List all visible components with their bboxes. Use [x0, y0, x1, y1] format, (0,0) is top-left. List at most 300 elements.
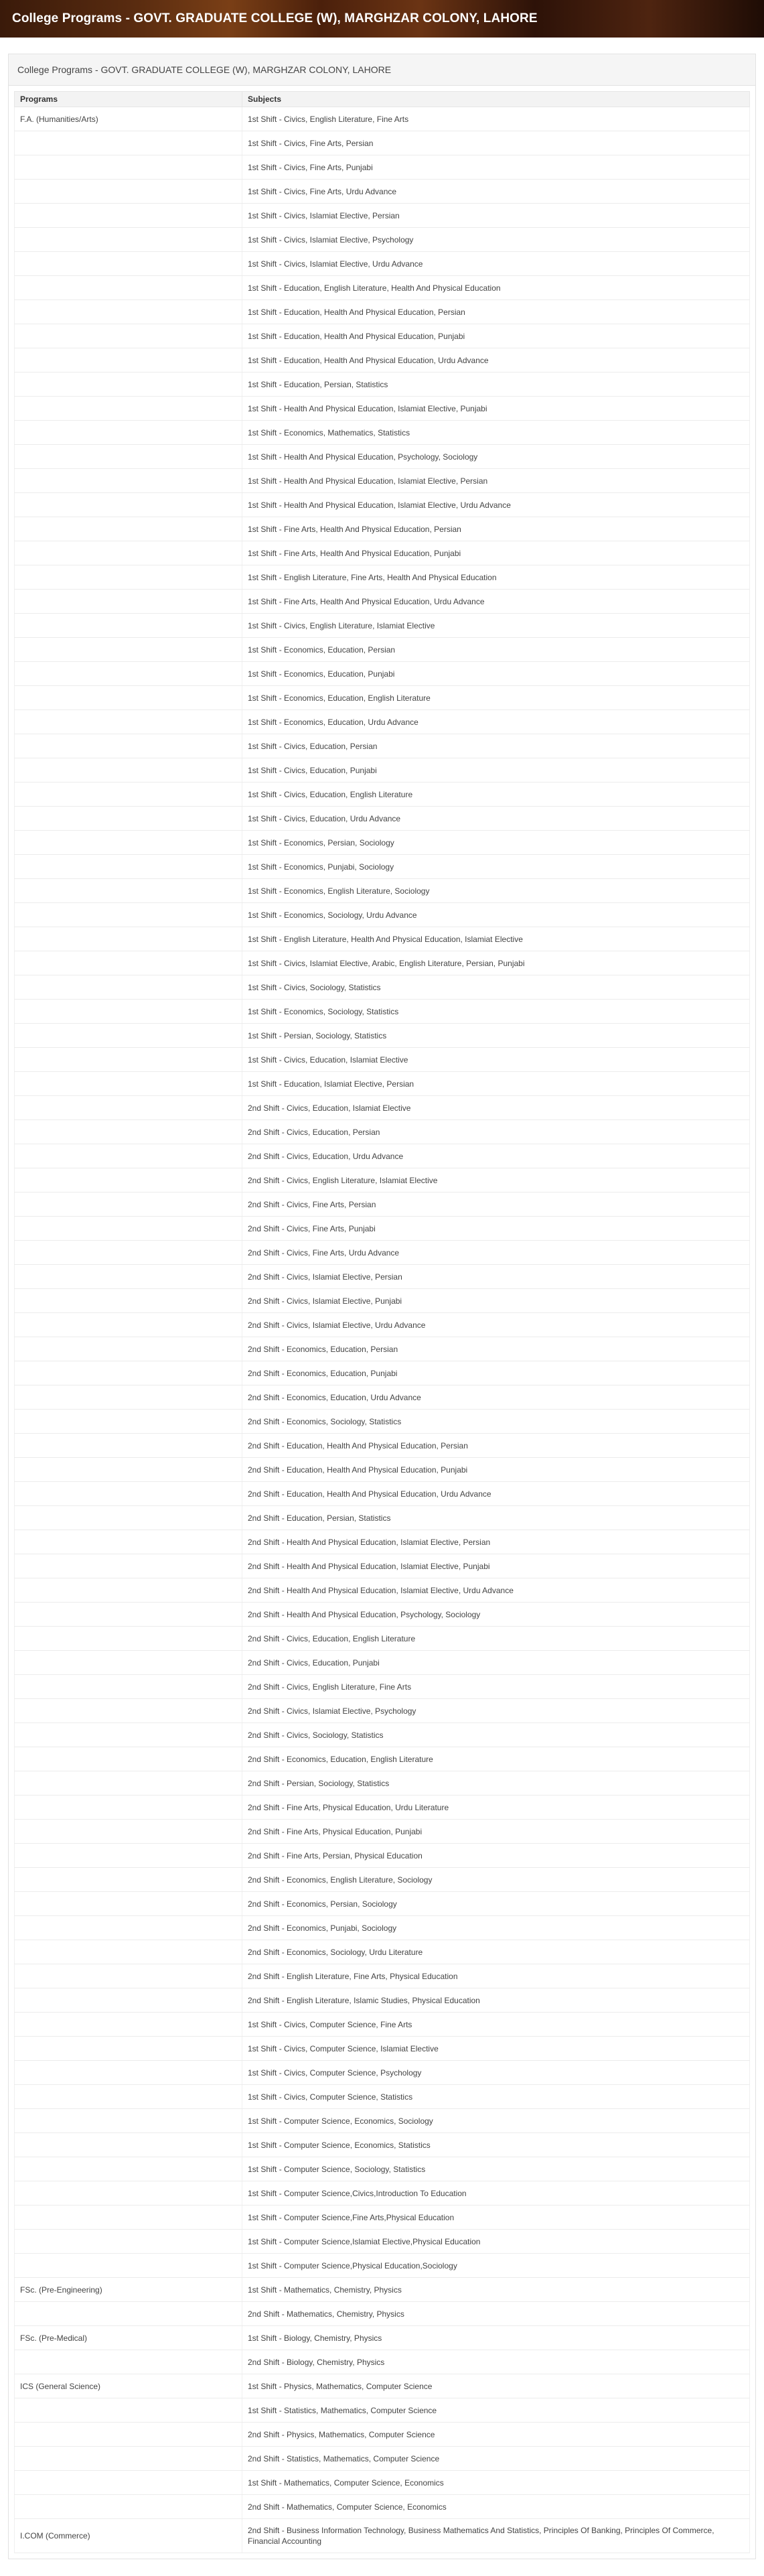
- program-cell: [15, 638, 242, 662]
- subjects-cell: 1st Shift - Computer Science, Economics, Statistics: [242, 2133, 750, 2157]
- table-row: [15, 1820, 750, 1844]
- table-row: [15, 1940, 750, 1964]
- program-cell: [15, 1482, 242, 1506]
- subjects-cell: 2nd Shift - Economics, Persian, Sociology: [242, 1892, 750, 1916]
- subjects-cell: 1st Shift - Health And Physical Education, Islamiat Elective, Punjabi: [242, 397, 750, 421]
- subjects-cell: 1st Shift - Health And Physical Education, Psychology, Sociology: [242, 445, 750, 469]
- table-row: [15, 324, 750, 348]
- subjects-cell: 2nd Shift - Civics, Fine Arts, Persian: [242, 1193, 750, 1217]
- table-row: [15, 2398, 750, 2423]
- program-cell: [15, 2181, 242, 2206]
- table-row: [15, 180, 750, 204]
- subjects-cell: 2nd Shift - Fine Arts, Physical Education, Urdu Literature: [242, 1795, 750, 1820]
- table-row: [15, 783, 750, 807]
- table-row: [15, 1651, 750, 1675]
- header-title: College Programs - GOVT. GRADUATE COLLEGE (W), MARGHZAR COLONY, LAHORE: [12, 11, 538, 25]
- subjects-cell: 2nd Shift - Education, Health And Physical Education, Persian: [242, 1434, 750, 1458]
- table-row: [15, 2302, 750, 2326]
- table-row: [15, 2374, 750, 2398]
- table-row: [15, 1385, 750, 1410]
- subjects-cell: 1st Shift - Computer Science, Economics, Sociology: [242, 2109, 750, 2133]
- program-cell: [15, 1892, 242, 1916]
- program-cell: [15, 1603, 242, 1627]
- table-row: [15, 638, 750, 662]
- program-cell: [15, 228, 242, 252]
- table-row: [15, 1916, 750, 1940]
- program-cell: [15, 1506, 242, 1530]
- table-row: [15, 2206, 750, 2230]
- table-row: [15, 2423, 750, 2447]
- subjects-cell: 1st Shift - Computer Science,Islamiat Elective,Physical Education: [242, 2230, 750, 2254]
- subjects-cell: 2nd Shift - Business Information Technology, Business Mathematics And Statistics, Principles Of Banking, Principles Of Commerce, Financial Accounting: [242, 2519, 750, 2553]
- table-row: [15, 1096, 750, 1120]
- program-cell: [15, 2471, 242, 2495]
- subjects-cell: 2nd Shift - Education, Persian, Statistics: [242, 1506, 750, 1530]
- program-cell: [15, 1410, 242, 1434]
- table-row: [15, 348, 750, 372]
- table-header: [15, 92, 750, 107]
- program-cell: [15, 590, 242, 614]
- subjects-cell: 1st Shift - Civics, Computer Science, Islamiat Elective: [242, 2037, 750, 2061]
- program-cell: [15, 1168, 242, 1193]
- table-row: [15, 1747, 750, 1771]
- program-cell: [15, 324, 242, 348]
- subjects-cell: 1st Shift - Education, Persian, Statistics: [242, 372, 750, 397]
- program-cell: ICS (General Science): [15, 2374, 242, 2398]
- subjects-cell: 2nd Shift - Economics, Punjabi, Sociology: [242, 1916, 750, 1940]
- program-cell: [15, 734, 242, 758]
- table-row: [15, 2471, 750, 2495]
- table-row: [15, 686, 750, 710]
- program-cell: [15, 2495, 242, 2519]
- table-row: [15, 2133, 750, 2157]
- program-cell: [15, 951, 242, 975]
- table-row: [15, 276, 750, 300]
- subjects-cell: 2nd Shift - Persian, Sociology, Statistics: [242, 1771, 750, 1795]
- program-cell: [15, 517, 242, 541]
- subjects-cell: 1st Shift - Civics, Fine Arts, Urdu Advance: [242, 180, 750, 204]
- subjects-cell: 1st Shift - Health And Physical Education, Islamiat Elective, Persian: [242, 469, 750, 493]
- table-row: [15, 1554, 750, 1578]
- program-cell: [15, 1241, 242, 1265]
- program-cell: [15, 1820, 242, 1844]
- subjects-cell: 1st Shift - Persian, Sociology, Statistics: [242, 1024, 750, 1048]
- table-row: [15, 155, 750, 180]
- table-row: [15, 614, 750, 638]
- subjects-cell: 2nd Shift - English Literature, Fine Arts, Physical Education: [242, 1964, 750, 1988]
- table-row: [15, 1193, 750, 1217]
- subjects-cell: 1st Shift - Civics, Education, Urdu Advance: [242, 807, 750, 831]
- program-cell: [15, 2013, 242, 2037]
- table-row: [15, 2013, 750, 2037]
- program-cell: [15, 927, 242, 951]
- table-row: [15, 2157, 750, 2181]
- table-row: [15, 951, 750, 975]
- subjects-cell: 2nd Shift - English Literature, Islamic Studies, Physical Education: [242, 1988, 750, 2013]
- program-cell: [15, 1723, 242, 1747]
- program-cell: F.A. (Humanities/Arts): [15, 107, 242, 131]
- table-row: [15, 252, 750, 276]
- table-row: [15, 421, 750, 445]
- program-cell: [15, 1578, 242, 1603]
- subjects-cell: 2nd Shift - Economics, Education, Urdu Advance: [242, 1385, 750, 1410]
- subjects-cell: 1st Shift - Fine Arts, Health And Physical Education, Persian: [242, 517, 750, 541]
- subjects-cell: 1st Shift - Education, Islamiat Elective, Persian: [242, 1072, 750, 1096]
- subjects-cell: 1st Shift - Education, English Literature, Health And Physical Education: [242, 276, 750, 300]
- subjects-cell: 1st Shift - Civics, Education, Persian: [242, 734, 750, 758]
- table-row: [15, 903, 750, 927]
- subjects-cell: 1st Shift - Computer Science,Physical Education,Sociology: [242, 2254, 750, 2278]
- table-row: [15, 831, 750, 855]
- table-row: [15, 2061, 750, 2085]
- program-cell: [15, 1627, 242, 1651]
- program-cell: [15, 421, 242, 445]
- subjects-cell: 1st Shift - Civics, Islamiat Elective, Persian: [242, 204, 750, 228]
- table-row: [15, 469, 750, 493]
- table-row: [15, 1410, 750, 1434]
- subjects-cell: 1st Shift - Statistics, Mathematics, Computer Science: [242, 2398, 750, 2423]
- table-row: [15, 1217, 750, 1241]
- program-cell: [15, 2206, 242, 2230]
- program-cell: [15, 1554, 242, 1578]
- table-row: [15, 397, 750, 421]
- program-cell: [15, 180, 242, 204]
- subjects-cell: 2nd Shift - Civics, Islamiat Elective, Persian: [242, 1265, 750, 1289]
- program-cell: [15, 2302, 242, 2326]
- program-cell: [15, 783, 242, 807]
- program-cell: [15, 131, 242, 155]
- subjects-cell: 2nd Shift - Health And Physical Education, Psychology, Sociology: [242, 1603, 750, 1627]
- subjects-cell: 2nd Shift - Civics, Education, Islamiat Elective: [242, 1096, 750, 1120]
- program-cell: [15, 662, 242, 686]
- program-cell: [15, 445, 242, 469]
- program-cell: [15, 614, 242, 638]
- subjects-cell: 2nd Shift - Economics, Education, Persian: [242, 1337, 750, 1361]
- table-row: [15, 1048, 750, 1072]
- table-row: [15, 1868, 750, 1892]
- subjects-cell: 2nd Shift - Fine Arts, Physical Education, Punjabi: [242, 1820, 750, 1844]
- subjects-cell: 1st Shift - Economics, Education, English Literature: [242, 686, 750, 710]
- table-wrapper: [9, 86, 755, 2559]
- program-cell: [15, 831, 242, 855]
- subjects-cell: 2nd Shift - Economics, English Literature, Sociology: [242, 1868, 750, 1892]
- subjects-cell: 2nd Shift - Health And Physical Education, Islamiat Elective, Urdu Advance: [242, 1578, 750, 1603]
- program-cell: [15, 1193, 242, 1217]
- table-row: [15, 1144, 750, 1168]
- subjects-cell: 2nd Shift - Physics, Mathematics, Computer Science: [242, 2423, 750, 2447]
- subjects-cell: 1st Shift - Economics, Persian, Sociology: [242, 831, 750, 855]
- subjects-cell: 2nd Shift - Civics, Islamiat Elective, Psychology: [242, 1699, 750, 1723]
- program-cell: [15, 1361, 242, 1385]
- subjects-cell: 1st Shift - Economics, Education, Punjabi: [242, 662, 750, 686]
- table-row: [15, 1289, 750, 1313]
- table-row: [15, 1675, 750, 1699]
- subjects-cell: 2nd Shift - Education, Health And Physical Education, Urdu Advance: [242, 1482, 750, 1506]
- program-cell: [15, 493, 242, 517]
- subjects-cell: 1st Shift - Economics, Sociology, Urdu Advance: [242, 903, 750, 927]
- program-cell: [15, 1000, 242, 1024]
- subjects-cell: 1st Shift - Education, Health And Physical Education, Punjabi: [242, 324, 750, 348]
- table-row: [15, 1771, 750, 1795]
- program-cell: [15, 2133, 242, 2157]
- table-row: [15, 2495, 750, 2519]
- program-cell: [15, 855, 242, 879]
- table-row: [15, 1000, 750, 1024]
- subjects-cell: 1st Shift - Economics, Punjabi, Sociology: [242, 855, 750, 879]
- table-row: [15, 1892, 750, 1916]
- table-row: [15, 1603, 750, 1627]
- program-cell: [15, 372, 242, 397]
- program-cell: [15, 276, 242, 300]
- program-cell: [15, 1844, 242, 1868]
- program-cell: [15, 2398, 242, 2423]
- program-cell: [15, 2157, 242, 2181]
- subjects-cell: 1st Shift - Economics, English Literature, Sociology: [242, 879, 750, 903]
- program-cell: [15, 975, 242, 1000]
- column-header-programs: Programs: [15, 92, 242, 107]
- program-cell: [15, 903, 242, 927]
- subjects-cell: 1st Shift - Fine Arts, Health And Physical Education, Urdu Advance: [242, 590, 750, 614]
- table-row: [15, 1241, 750, 1265]
- program-cell: [15, 1675, 242, 1699]
- subjects-cell: 1st Shift - Economics, Mathematics, Statistics: [242, 421, 750, 445]
- subjects-cell: 1st Shift - Civics, Education, English Literature: [242, 783, 750, 807]
- subjects-cell: 2nd Shift - Civics, Fine Arts, Punjabi: [242, 1217, 750, 1241]
- subjects-cell: 1st Shift - Civics, Islamiat Elective, Psychology: [242, 228, 750, 252]
- table-row: [15, 1723, 750, 1747]
- subjects-cell: 1st Shift - Health And Physical Education, Islamiat Elective, Urdu Advance: [242, 493, 750, 517]
- table-row: [15, 204, 750, 228]
- program-cell: FSc. (Pre-Engineering): [15, 2278, 242, 2302]
- subjects-cell: 1st Shift - Mathematics, Chemistry, Physics: [242, 2278, 750, 2302]
- program-cell: [15, 1385, 242, 1410]
- table-row: [15, 1313, 750, 1337]
- table-row: [15, 2519, 750, 2553]
- subjects-cell: 1st Shift - Civics, Fine Arts, Persian: [242, 131, 750, 155]
- subjects-cell: 2nd Shift - Mathematics, Chemistry, Physics: [242, 2302, 750, 2326]
- program-cell: [15, 879, 242, 903]
- program-cell: [15, 252, 242, 276]
- program-cell: [15, 2037, 242, 2061]
- table-row: [15, 1795, 750, 1820]
- table-row: [15, 734, 750, 758]
- program-cell: [15, 565, 242, 590]
- program-cell: [15, 1024, 242, 1048]
- subjects-cell: 2nd Shift - Civics, Islamiat Elective, Punjabi: [242, 1289, 750, 1313]
- table-row: [15, 927, 750, 951]
- subjects-cell: 1st Shift - English Literature, Fine Arts, Health And Physical Education: [242, 565, 750, 590]
- subjects-cell: 1st Shift - Economics, Sociology, Statistics: [242, 1000, 750, 1024]
- subjects-cell: 1st Shift - Civics, Islamiat Elective, Urdu Advance: [242, 252, 750, 276]
- programs-panel: [8, 54, 756, 2559]
- table-row: [15, 2230, 750, 2254]
- table-row: [15, 1482, 750, 1506]
- table-row: [15, 228, 750, 252]
- subjects-cell: 2nd Shift - Economics, Education, Punjabi: [242, 1361, 750, 1385]
- table-row: [15, 1361, 750, 1385]
- subjects-cell: 1st Shift - Computer Science,Fine Arts,Physical Education: [242, 2206, 750, 2230]
- subjects-cell: 2nd Shift - Civics, Education, English Literature: [242, 1627, 750, 1651]
- subjects-cell: 1st Shift - Fine Arts, Health And Physical Education, Punjabi: [242, 541, 750, 565]
- table-row: [15, 1578, 750, 1603]
- subjects-cell: 1st Shift - Education, Health And Physical Education, Urdu Advance: [242, 348, 750, 372]
- program-cell: [15, 2230, 242, 2254]
- program-cell: [15, 1651, 242, 1675]
- table-row: [15, 879, 750, 903]
- program-cell: I.COM (Commerce): [15, 2519, 242, 2553]
- program-cell: [15, 2254, 242, 2278]
- table-row: [15, 1458, 750, 1482]
- program-cell: [15, 204, 242, 228]
- page-header: [0, 0, 764, 38]
- table-row: [15, 131, 750, 155]
- table-row: [15, 300, 750, 324]
- subjects-cell: 1st Shift - Civics, Education, Islamiat Elective: [242, 1048, 750, 1072]
- program-cell: [15, 300, 242, 324]
- panel-heading: College Programs - GOVT. GRADUATE COLLEGE (W), MARGHZAR COLONY, LAHORE: [9, 54, 755, 86]
- subjects-cell: 2nd Shift - Civics, Education, Punjabi: [242, 1651, 750, 1675]
- program-cell: [15, 469, 242, 493]
- subjects-cell: 1st Shift - Civics, Computer Science, Fine Arts: [242, 2013, 750, 2037]
- table-row: [15, 2181, 750, 2206]
- table-row: [15, 445, 750, 469]
- program-cell: [15, 2447, 242, 2471]
- program-cell: [15, 1868, 242, 1892]
- programs-table: [14, 91, 750, 2553]
- subjects-cell: 2nd Shift - Civics, Fine Arts, Urdu Advance: [242, 1241, 750, 1265]
- table-row: [15, 1434, 750, 1458]
- table-row: [15, 1988, 750, 2013]
- subjects-cell: 2nd Shift - Economics, Sociology, Statistics: [242, 1410, 750, 1434]
- program-cell: [15, 1217, 242, 1241]
- table-row: [15, 855, 750, 879]
- subjects-cell: 2nd Shift - Civics, English Literature, Fine Arts: [242, 1675, 750, 1699]
- table-row: [15, 807, 750, 831]
- program-cell: [15, 2061, 242, 2085]
- subjects-cell: 2nd Shift - Mathematics, Computer Science, Economics: [242, 2495, 750, 2519]
- subjects-cell: 1st Shift - Biology, Chemistry, Physics: [242, 2326, 750, 2350]
- subjects-cell: 1st Shift - Civics, Computer Science, Statistics: [242, 2085, 750, 2109]
- subjects-cell: 2nd Shift - Education, Health And Physical Education, Punjabi: [242, 1458, 750, 1482]
- program-cell: [15, 1988, 242, 2013]
- program-cell: [15, 1964, 242, 1988]
- subjects-cell: 1st Shift - Economics, Education, Persian: [242, 638, 750, 662]
- table-row: [15, 1265, 750, 1289]
- subjects-cell: 1st Shift - Civics, Fine Arts, Punjabi: [242, 155, 750, 180]
- subjects-cell: 1st Shift - Computer Science,Civics,Introduction To Education: [242, 2181, 750, 2206]
- table-row: [15, 590, 750, 614]
- program-cell: [15, 1265, 242, 1289]
- table-row: [15, 2085, 750, 2109]
- table-row: [15, 1964, 750, 1988]
- table-row: [15, 1168, 750, 1193]
- subjects-cell: 1st Shift - Mathematics, Computer Science, Economics: [242, 2471, 750, 2495]
- subjects-cell: 1st Shift - Physics, Mathematics, Computer Science: [242, 2374, 750, 2398]
- table-row: [15, 372, 750, 397]
- table-row: [15, 2254, 750, 2278]
- program-cell: FSc. (Pre-Medical): [15, 2326, 242, 2350]
- program-cell: [15, 1144, 242, 1168]
- program-cell: [15, 1048, 242, 1072]
- subjects-cell: 1st Shift - Education, Health And Physical Education, Persian: [242, 300, 750, 324]
- program-cell: [15, 155, 242, 180]
- table-row: [15, 2447, 750, 2471]
- subjects-cell: 2nd Shift - Civics, Education, Persian: [242, 1120, 750, 1144]
- table-row: [15, 1072, 750, 1096]
- subjects-cell: 2nd Shift - Civics, Education, Urdu Advance: [242, 1144, 750, 1168]
- subjects-cell: 2nd Shift - Economics, Education, English Literature: [242, 1747, 750, 1771]
- program-cell: [15, 1072, 242, 1096]
- table-row: [15, 2109, 750, 2133]
- table-row: [15, 1530, 750, 1554]
- table-row: [15, 2037, 750, 2061]
- program-cell: [15, 2350, 242, 2374]
- table-row: [15, 1337, 750, 1361]
- subjects-cell: 2nd Shift - Biology, Chemistry, Physics: [242, 2350, 750, 2374]
- program-cell: [15, 2109, 242, 2133]
- program-cell: [15, 1771, 242, 1795]
- table-row: [15, 541, 750, 565]
- program-cell: [15, 1458, 242, 1482]
- program-cell: [15, 1699, 242, 1723]
- table-row: [15, 107, 750, 131]
- program-cell: [15, 686, 242, 710]
- subjects-cell: 1st Shift - Civics, Computer Science, Psychology: [242, 2061, 750, 2085]
- table-row: [15, 1024, 750, 1048]
- subjects-cell: 2nd Shift - Health And Physical Education, Islamiat Elective, Persian: [242, 1530, 750, 1554]
- program-cell: [15, 1747, 242, 1771]
- program-cell: [15, 397, 242, 421]
- program-cell: [15, 1096, 242, 1120]
- program-cell: [15, 348, 242, 372]
- subjects-cell: 2nd Shift - Economics, Sociology, Urdu Literature: [242, 1940, 750, 1964]
- table-row: [15, 2326, 750, 2350]
- program-cell: [15, 2085, 242, 2109]
- table-row: [15, 710, 750, 734]
- program-cell: [15, 1434, 242, 1458]
- program-cell: [15, 1795, 242, 1820]
- table-row: [15, 662, 750, 686]
- program-cell: [15, 1530, 242, 1554]
- subjects-cell: 1st Shift - Computer Science, Sociology, Statistics: [242, 2157, 750, 2181]
- subjects-cell: 2nd Shift - Civics, Sociology, Statistics: [242, 1723, 750, 1747]
- table-row: [15, 517, 750, 541]
- program-cell: [15, 1337, 242, 1361]
- table-row: [15, 1120, 750, 1144]
- table-row: [15, 1627, 750, 1651]
- table-row: [15, 975, 750, 1000]
- table-row: [15, 1844, 750, 1868]
- table-row: [15, 565, 750, 590]
- subjects-cell: 1st Shift - Economics, Education, Urdu Advance: [242, 710, 750, 734]
- program-cell: [15, 1120, 242, 1144]
- subjects-cell: 1st Shift - Civics, Sociology, Statistics: [242, 975, 750, 1000]
- table-row: [15, 2278, 750, 2302]
- program-cell: [15, 710, 242, 734]
- subjects-cell: 1st Shift - Civics, English Literature, Fine Arts: [242, 107, 750, 131]
- program-cell: [15, 2423, 242, 2447]
- program-cell: [15, 1940, 242, 1964]
- subjects-cell: 1st Shift - Civics, English Literature, Islamiat Elective: [242, 614, 750, 638]
- table-row: [15, 2350, 750, 2374]
- program-cell: [15, 541, 242, 565]
- subjects-cell: 2nd Shift - Civics, Islamiat Elective, Urdu Advance: [242, 1313, 750, 1337]
- subjects-cell: 1st Shift - English Literature, Health And Physical Education, Islamiat Elective: [242, 927, 750, 951]
- subjects-cell: 2nd Shift - Fine Arts, Persian, Physical Education: [242, 1844, 750, 1868]
- table-row: [15, 1506, 750, 1530]
- subjects-cell: 2nd Shift - Health And Physical Education, Islamiat Elective, Punjabi: [242, 1554, 750, 1578]
- program-cell: [15, 1916, 242, 1940]
